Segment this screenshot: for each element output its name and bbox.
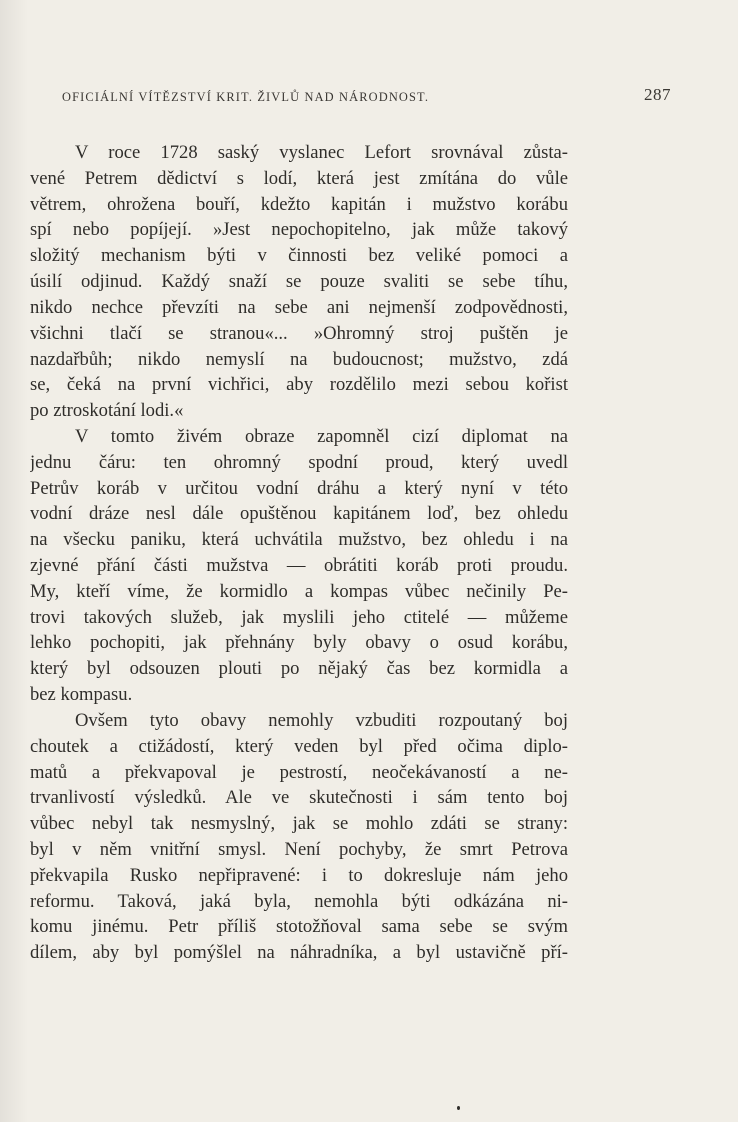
text-line: na všecku paniku, která uchvátila mužstvo, bez ohledu i na <box>30 529 568 551</box>
running-title: OFICIÁLNÍ VÍTĚZSTVÍ KRIT. ŽIVLŮ NAD NÁRODNOST. <box>62 90 430 104</box>
text-line: větrem, ohrožena bouří, kdežto kapitán i mužstvo korábu <box>30 193 568 215</box>
text-line: bez kompasu. <box>30 684 133 706</box>
text-line: spí nebo popíjejí. »Jest nepochopitelno, jak může takový <box>30 219 568 241</box>
text-line: V roce 1728 saský vyslanec Lefort srovnával zůsta- <box>75 142 568 163</box>
text-line: se, čeká na první vichřici, aby rozdělilo mezi sebou kořist <box>30 374 568 396</box>
text-line: vodní dráze nesl dále opuštěnou kapitánem loď, bez ohledu <box>30 503 568 525</box>
text-line: trovi takových služeb, jak myslili jeho ctitelé — můžeme <box>30 606 568 628</box>
text-line: vůbec nebyl tak nesmyslný, jak se mohlo zdáti se strany: <box>30 813 568 835</box>
page-number: 287 <box>644 85 671 104</box>
text-line: všichni tlačí se stranou«... »Ohromný stroj puštěn je <box>30 322 568 344</box>
text-line: po ztroskotání lodi.« <box>30 400 184 422</box>
text-line: choutek a ctižádostí, který veden byl před očima diplo- <box>30 735 568 757</box>
text-line: My, kteří víme, že kormidlo a kompas vůbec nečinily Pe- <box>30 580 568 602</box>
text-line: úsilí odjinud. Každý snaží se pouze svaliti se sebe tíhu, <box>30 271 568 293</box>
text-line: lehko pochopiti, jak přehnány byly obavy o osud korábu, <box>30 632 568 654</box>
text-line: trvanlivostí výsledků. Ale ve skutečnosti i sám tento boj <box>30 787 568 809</box>
body-text <box>30 140 568 966</box>
text-line: matů a překvapoval je pestrostí, neočekávaností a ne- <box>30 761 568 783</box>
text-line: dílem, aby byl pomýšlel na náhradníka, a byl ustavičně pří- <box>30 942 568 964</box>
ink-speck <box>457 1106 460 1110</box>
text-line: nazdařbůh; nikdo nemyslí na budoucnost; mužstvo, zdá <box>30 348 568 370</box>
text-line: jednu čáru: ten ohromný spodní proud, který uvedl <box>30 451 568 473</box>
text-line: reformu. Taková, jaká byla, nemohla býti odkázána ni- <box>30 890 568 912</box>
text-line: složitý mechanism býti v činnosti bez veliké pomoci a <box>30 245 568 267</box>
text-line: V tomto živém obraze zapomněl cizí diplomat na <box>75 425 568 447</box>
text-line: nikdo nechce převzíti na sebe ani nejmenší zodpovědnosti, <box>30 296 568 318</box>
text-line: vené Petrem dědictví s lodí, která jest zmítána do vůle <box>30 167 568 189</box>
text-line: Petrův koráb v určitou vodní dráhu a který nyní v této <box>30 477 568 499</box>
running-head <box>62 85 674 110</box>
text-line: komu jinému. Petr příliš stotožňoval sama sebe se svým <box>30 916 568 938</box>
text-line: překvapila Rusko nepřipravené: i to dokresluje nám jeho <box>30 864 568 886</box>
text-line: který byl odsouzen plouti po nějaký čas bez kormidla a <box>30 658 568 680</box>
text-line: byl v něm vnitřní smysl. Není pochyby, že smrt Petrova <box>30 838 568 860</box>
text-line: zjevné přání části mužstva — obrátiti koráb proti proudu. <box>30 555 568 576</box>
text-line: Ovšem tyto obavy nemohly vzbuditi rozpoutaný boj <box>75 709 568 731</box>
